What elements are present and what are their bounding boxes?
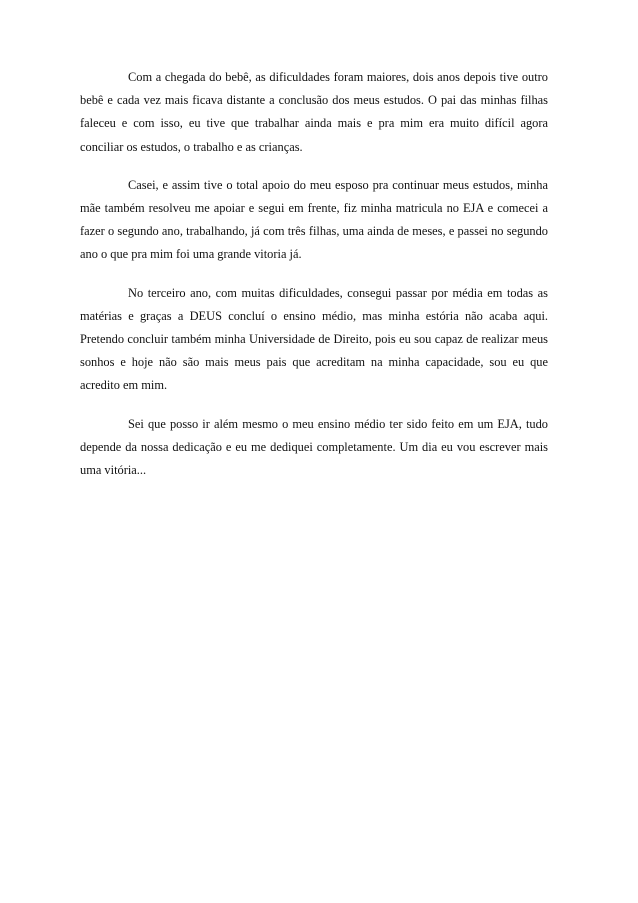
paragraph-3: No terceiro ano, com muitas dificuldades, consegui passar por média em todas as matérias e graças a DEUS concluí o ensino médio, mas minha estória não acaba aqui. Pretendo concluir também minha Universidade de Direito, pois eu sou capaz de realizar meus sonhos e hoje não são mais meus pais que acreditam na minha capacidade, sou eu que acredito em mim. — [80, 285, 548, 393]
paragraph-1: Com a chegada do bebê, as dificuldades foram maiores, dois anos depois tive outro bebê e cada vez mais ficava distante a conclusão dos meus estudos. O pai das minhas filhas faleceu e com isso, eu tive que trabalhar ainda mais e pra mim era muito difícil agora conciliar os estudos, o trabalho e as crianças. — [80, 70, 548, 154]
paragraph-4: Sei que posso ir além mesmo o meu ensino médio ter sido feito em um EJA, tudo depende da nossa dedicação e eu me dediquei completamente. Um dia eu vou escrever mais uma vitória... — [80, 416, 548, 478]
body-text — [80, 66, 548, 497]
paragraph-2: Casei, e assim tive o total apoio do meu esposo pra continuar meus estudos, minha mãe também resolveu me apoiar e segui em frente, fiz minha matricula no EJA e comecei a fazer o segundo ano, trabalhando, já com três filhas, uma ainda de meses, e passei no segundo ano o que pra mim foi uma grande vitoria já. — [80, 177, 548, 262]
